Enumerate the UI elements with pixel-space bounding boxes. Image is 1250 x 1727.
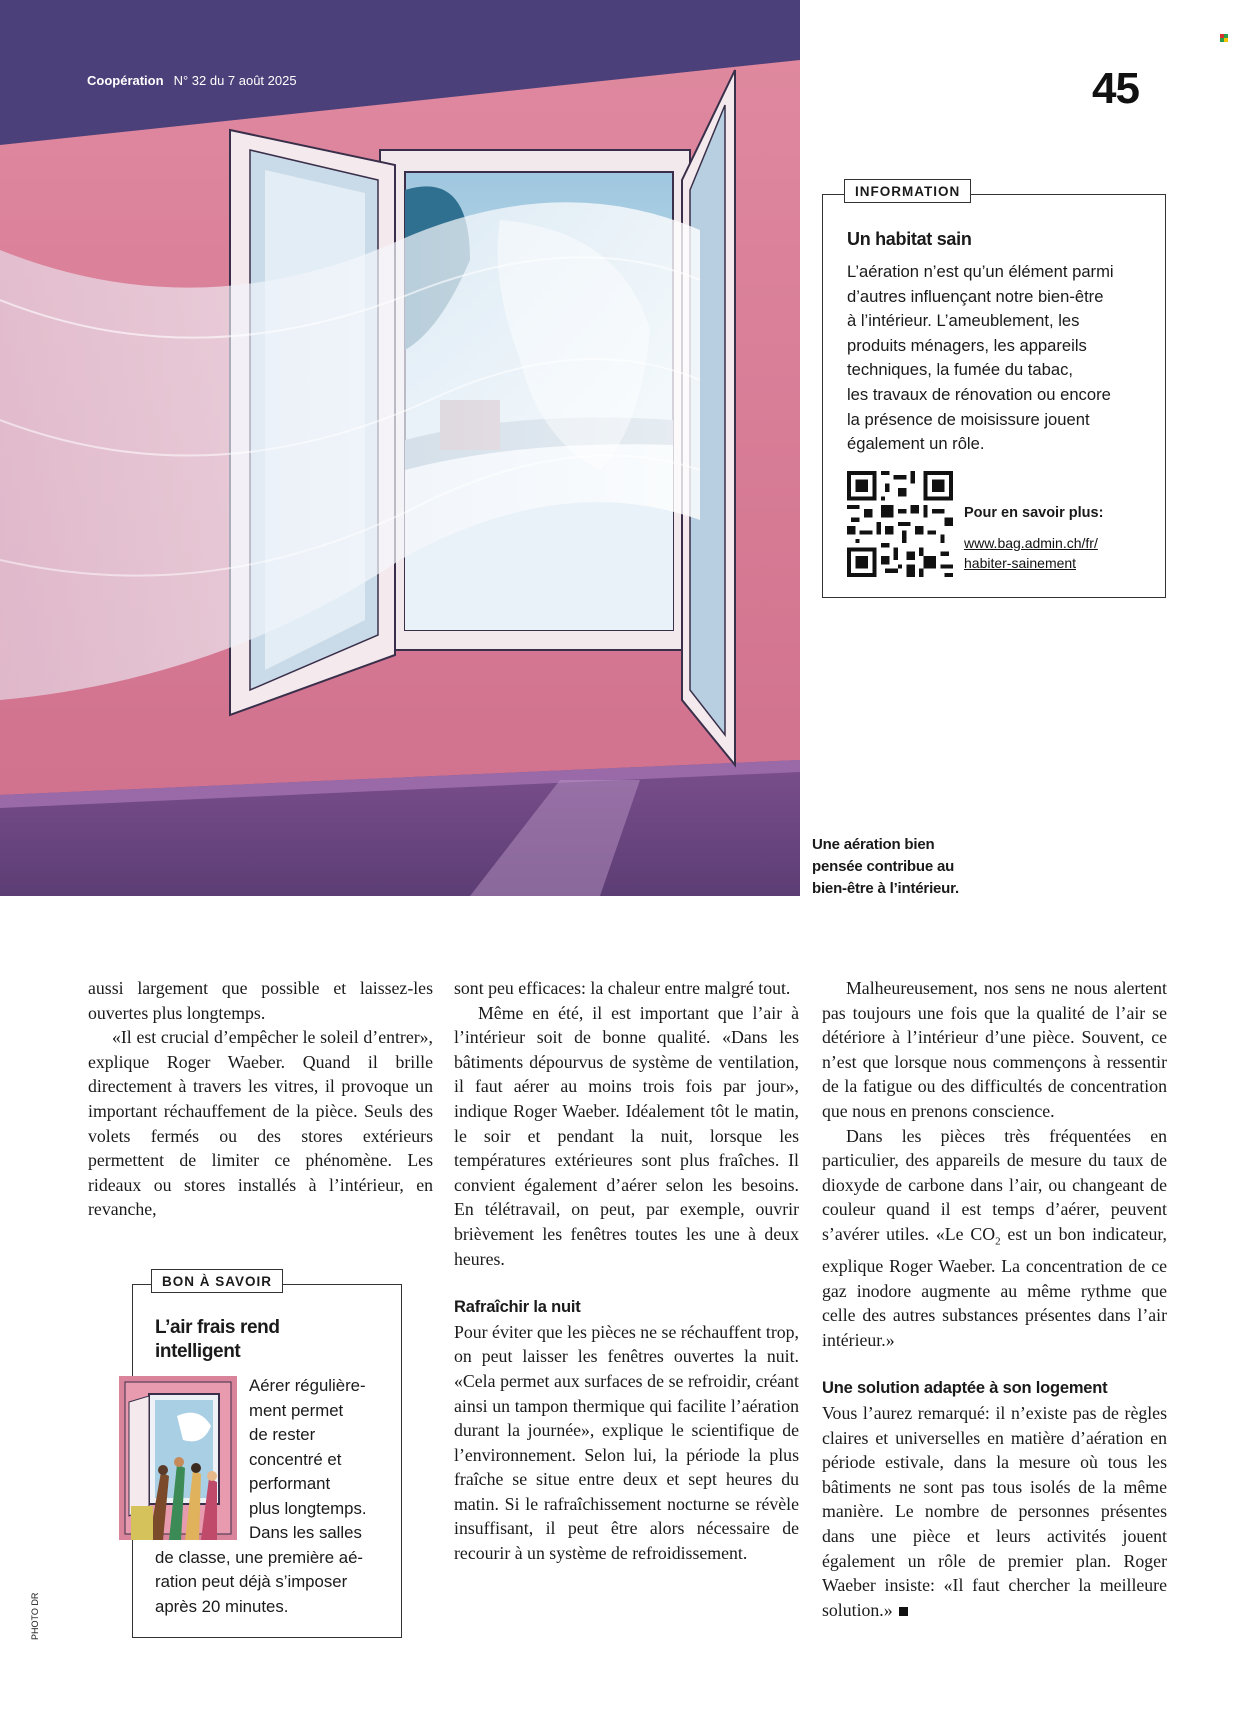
paragraph: Malheureusement, nos sens ne nous alertent pas toujours une fois que la qualité de l’air se détériore à l’intérieur d’une pièce. Souvent, ce n’est que lorsque nous commençons à ressentir de la fatigue ou des difficultés de concentration que nous en prenons conscience. xyxy=(822,978,1167,1121)
info-line: L’aération n’est qu’un élément parmi xyxy=(847,262,1114,281)
photo-credit: PHOTO DR xyxy=(30,1592,40,1640)
article-column-2 xyxy=(454,976,799,1566)
article-column-1 xyxy=(88,976,433,1222)
info-line: produits ménagers, les appareils xyxy=(847,335,1087,355)
tip-line: ment permet xyxy=(249,1400,344,1420)
more-info-label: Pour en savoir plus: xyxy=(964,505,1104,521)
info-text xyxy=(847,260,1147,457)
info-line: la présence de moisissure jouent xyxy=(847,409,1090,429)
corner-mark-icon xyxy=(1220,34,1228,42)
issue-info: N° 32 du 7 août 2025 xyxy=(173,73,297,88)
hero-illustration xyxy=(0,0,800,896)
text-run: Vous l’aurez remarqué: il n’existe pas de règles claires et universelles en matière d’aération en période estivale, dans la mesure où tous les bâtiments ne sont pas tous isolés de la même manière. Le nombre de personnes présentes dans une pièce et leurs activités jouent également un rôle de premier plan. Roger Waeber insiste: «Il faut chercher la meilleure solution.» xyxy=(822,1403,1167,1620)
text-run: est un bon indicateur, explique Roger Waeber. La concentration de ce gaz inodore augmente au même rythme que celle des autres substances présentes dans l’air intérieur.» xyxy=(822,1223,1167,1350)
tip-line: après 20 minutes. xyxy=(155,1596,289,1616)
classroom-window-illustration xyxy=(119,1376,237,1540)
caption-line: bien-être à l’intérieur. xyxy=(812,880,959,897)
tip-title xyxy=(155,1316,385,1364)
tip-text-left xyxy=(249,1374,389,1522)
tip-line: concentré et xyxy=(249,1449,342,1469)
tip-line: Aérer régulière- xyxy=(249,1376,366,1395)
photo-caption xyxy=(812,834,1002,900)
tip-line: plus longtemps. xyxy=(249,1498,367,1518)
article-column-3 xyxy=(822,976,1167,1622)
info-line: les travaux de rénovation ou encore xyxy=(847,384,1111,404)
qr-code-icon[interactable] xyxy=(847,471,953,577)
paragraph xyxy=(822,1124,1167,1353)
page-number: 45 xyxy=(1092,64,1139,113)
info-line: d’autres influençant notre bien-être xyxy=(847,286,1104,306)
co2-subscript: 2 xyxy=(995,1235,1001,1248)
tip-box xyxy=(132,1274,402,1638)
more-info-link[interactable] xyxy=(964,533,1098,573)
tip-line: Dans les salles xyxy=(249,1523,362,1542)
tip-text-right xyxy=(155,1521,385,1619)
info-box xyxy=(822,184,1166,598)
info-line: techniques, la fumée du tabac, xyxy=(847,360,1074,380)
info-line: également un rôle. xyxy=(847,434,985,454)
subheading-night: Rafraîchir la nuit xyxy=(454,1298,581,1317)
paragraph: aussi largement que possible et laissez-les ouvertes plus longtemps. xyxy=(88,978,433,1023)
masthead xyxy=(87,73,297,88)
tip-line: ration peut déjà s’imposer xyxy=(155,1572,348,1592)
info-title: Un habitat sain xyxy=(847,229,972,249)
info-line: à l’intérieur. L’ameublement, les xyxy=(847,311,1080,331)
tip-tag: BON À SAVOIR xyxy=(151,1269,283,1293)
paragraph: sont peu efficaces: la chaleur entre malgré tout. xyxy=(454,978,791,998)
caption-line: Une aération bien xyxy=(812,836,935,853)
paragraph: Pour éviter que les pièces ne se réchauffent trop, on peut laisser les fenêtres ouvertes la nuit. «Cela permet aux surfaces de se refroidir, créant ainsi un tampon thermique qui facilite l’aération durant la journée», explique le scientifique de l’environnement. Selon lui, la période la plus fraîche se situe entre deux et sept heures du matin. Si le rafraîchissement nocturne se révèle insuffisant, il peut être alors nécessaire de recourir à un système de refroidissement. xyxy=(454,1321,799,1564)
subheading-solution: Une solution adaptée à son logement xyxy=(822,1379,1108,1398)
magazine-name: Coopération xyxy=(87,73,164,88)
paragraph: Même en été, il est important que l’air à l’intérieur soit de bonne qualité. «Dans les bâtiments dépourvus de système de ventilation, il faut aérer au moins trois fois par jour», indique Roger Waeber. Idéalement tôt le matin, le soir et pendant la nuit, lorsque les températures extérieures sont plus fraîches. Il convient également d’aérer selon les besoins. En télétravail, on peut, par exemple, ouvrir brièvement les fenêtres toutes les une à deux heures. xyxy=(454,1002,799,1269)
link-line[interactable]: habiter-sainement xyxy=(964,555,1077,571)
paragraph xyxy=(822,1401,1167,1622)
text-run: Dans les pièces très fréquentées en particulier, des appareils de mesure du taux de dioxyde de carbone dans l’air, ou changeant de couleur quand il est temps d’aérer, peuvent s’avérer utiles. «Le CO xyxy=(822,1125,1167,1244)
info-tag: INFORMATION xyxy=(844,179,971,203)
tip-line: de rester xyxy=(249,1425,316,1445)
paragraph: «Il est crucial d’empêcher le soleil d’entrer», explique Roger Waeber. Quand il brille directement à travers les vitres, il provoque un important réchauffement de la pièce. Seuls des volets fermés ou des stores extérieurs permettent de limiter ce phénomène. Les rideaux ou stores installés à l’intérieur, en revanche, xyxy=(88,1027,433,1220)
tip-line: performant xyxy=(249,1474,331,1494)
tip-title-line: L’air frais rend xyxy=(155,1317,280,1338)
caption-line: pensée contribue au xyxy=(812,858,955,875)
tip-title-line: intelligent xyxy=(155,1341,241,1362)
tip-line: de classe, une première aé- xyxy=(155,1547,364,1567)
end-mark-icon xyxy=(899,1607,908,1616)
link-line[interactable]: www.bag.admin.ch/fr/ xyxy=(964,535,1098,551)
